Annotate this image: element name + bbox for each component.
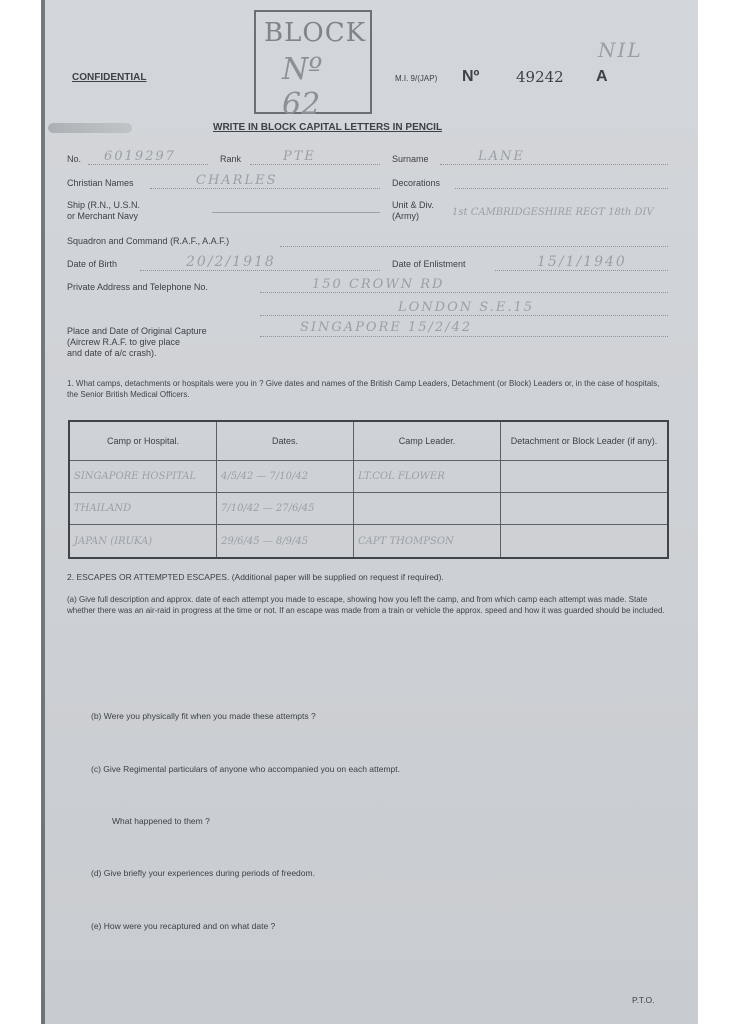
number-label: Nº (462, 68, 480, 85)
no-line (88, 164, 208, 165)
question-2c-followup: What happened to them ? (112, 816, 210, 826)
question-2a: (a) Give full description and approx. date of each attempt you made to escape, showing how you left the camp, and from which camp each attempt was made. State whether there was an air-raid in progress at the time or not. If an escape was made from a train or vehicle the approx. speed and how it was guarded should be included. (67, 595, 665, 615)
no-label: No. (67, 154, 82, 164)
dob-line (140, 270, 380, 271)
surname-label: Surname (392, 154, 429, 164)
table-row (69, 461, 668, 493)
nil-annotation: NIL (598, 38, 643, 62)
question-2d: (d) Give briefly your experiences during periods of freedom. (91, 868, 315, 878)
stamp-line-2: Nº 62 (282, 52, 323, 122)
header-camp-leader: Camp Leader. (354, 421, 501, 461)
unit-label-1: Unit & Div. (392, 200, 434, 210)
christian-line (150, 188, 380, 189)
pto-label: P.T.O. (632, 995, 655, 1005)
form-suffix: A (596, 68, 608, 85)
decorations-line (455, 188, 668, 189)
cell-detachment (501, 525, 669, 558)
unit-label-2: (Army) (392, 211, 419, 221)
question-2c: (c) Give Regimental particulars of anyone who accompanied you on each attempt. (91, 764, 400, 774)
cell-leader (354, 493, 501, 525)
camps-table (68, 420, 669, 559)
cell-leader: CAPT THOMPSON (354, 525, 501, 558)
rank-line (250, 164, 380, 165)
capture-line (260, 336, 668, 337)
cell-camp: THAILAND (69, 493, 217, 525)
dob-label: Date of Birth (67, 259, 118, 269)
capture-label-1: Place and Date of Original Capture (67, 326, 207, 336)
squadron-line (280, 246, 668, 247)
cell-camp: SINGAPORE HOSPITAL (69, 461, 217, 493)
table-header-row (69, 421, 668, 461)
question-2-title: 2. ESCAPES OR ATTEMPTED ESCAPES. (Additional paper will be supplied on request if required). (67, 572, 444, 582)
christian-value: CHARLES (196, 173, 278, 188)
question-2b: (b) Were you physically fit when you made these attempts ? (91, 711, 316, 721)
ship-label-1: Ship (R.N., U.S.N. (67, 200, 141, 210)
address-line-2: LONDON S.E.15 (398, 300, 534, 315)
header-detachment: Detachment or Block Leader (if any). (501, 421, 669, 461)
christian-label: Christian Names (67, 178, 134, 188)
question-2e: (e) How were you recaptured and on what date ? (91, 921, 276, 931)
squadron-label: Squadron and Command (R.A.F., A.A.F.) (67, 236, 230, 246)
address-rule-2 (260, 315, 668, 316)
cell-dates: 7/10/42 — 27/6/45 (217, 493, 354, 525)
cell-detachment (501, 493, 669, 525)
ref-label: M.I. 9/(JAP) (395, 74, 438, 83)
rank-value: PTE (283, 149, 316, 164)
capture-label-2: (Aircrew R.A.F. to give place (67, 337, 181, 347)
rank-label: Rank (220, 154, 242, 164)
page-edge (41, 0, 45, 1024)
table-row (69, 493, 668, 525)
cell-dates: 4/5/42 — 7/10/42 (217, 461, 354, 493)
header-dates: Dates. (217, 421, 354, 461)
capture-label-3: and date of a/c crash). (67, 348, 157, 358)
cell-dates: 29/6/45 — 8/9/45 (217, 525, 354, 558)
address-line-1: 150 CROWN RD (312, 277, 445, 292)
decorations-label: Decorations (392, 178, 441, 188)
no-value: 6019297 (104, 149, 176, 164)
ship-label-2: or Merchant Navy (67, 211, 139, 221)
table-row (69, 525, 668, 558)
capture-value: SINGAPORE 15/2/42 (300, 320, 473, 335)
cell-camp: JAPAN (IRUKA) (69, 525, 217, 558)
surname-value: LANE (478, 149, 525, 164)
dob-value: 20/2/1918 (186, 254, 276, 270)
form-number: 49242 (516, 68, 564, 86)
address-rule-1 (260, 292, 668, 293)
enlist-value: 15/1/1940 (537, 254, 627, 270)
enlist-line (495, 270, 668, 271)
instruction: WRITE IN BLOCK CAPITAL LETTERS IN PENCIL (213, 122, 443, 133)
cell-detachment (501, 461, 669, 493)
paper-clip-mark (48, 123, 132, 133)
cell-leader: LT.COL FLOWER (354, 461, 501, 493)
unit-value: 1st CAMBRIDGESHIRE REGT 18th DIV (452, 207, 654, 218)
stamp-line-1: BLOCK (264, 18, 367, 48)
classification: CONFIDENTIAL (72, 72, 147, 83)
address-label: Private Address and Telephone No. (67, 282, 208, 292)
question-1: 1. What camps, detachments or hospitals were you in ? Give dates and names of the British Camp Leaders, Detachment (or Block) Leaders or, in the case of hospitals, the Senior British Medical Officers. (67, 379, 660, 399)
header-camp: Camp or Hospital. (69, 421, 217, 461)
block-stamp (254, 10, 372, 122)
enlist-label: Date of Enlistment (392, 259, 466, 269)
surname-line (440, 164, 668, 165)
ship-line (212, 212, 380, 213)
